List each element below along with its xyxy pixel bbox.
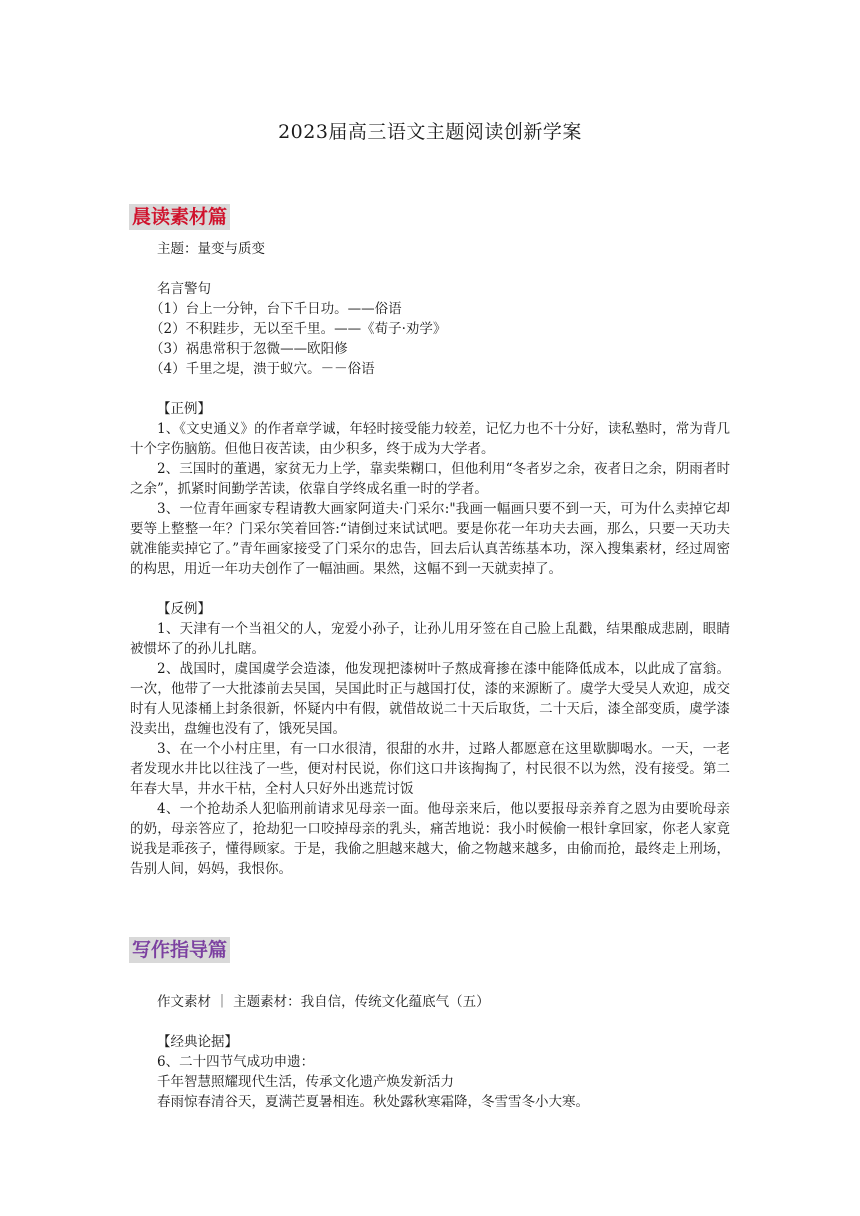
positive-examples-title: 【正例】 bbox=[157, 401, 211, 417]
argument-line: 6、二十四节气成功申遗： bbox=[157, 1054, 315, 1070]
example-paragraph: 2、三国时的董遇，家贫无力上学，靠卖柴糊口，但他利用“冬者岁之余，夜者日之余，阴雨者时之余”，抓紧时间勤学苦读，依靠自学终成名重一时的学者。 bbox=[130, 461, 730, 497]
example-paragraph: 4、一个抢劫杀人犯临刑前请求见母亲一面。他母亲来后，他以要报母亲养育之恩为由要吮母亲的奶，母亲答应了，抢劫犯一口咬掉母亲的乳头，痛苦地说：我小时候偷一根针拿回家，你老人家竟说我是乖孩子，懂得顾家。于是，我偷之胆越来越大，偷之物越来越多，由偷而抢，最终走上刑场，告别人间，妈妈，我恨你。 bbox=[130, 801, 730, 877]
quote-item: （1）台上一分钟，台下千日功。——俗语 bbox=[150, 301, 402, 317]
negative-examples bbox=[130, 619, 730, 879]
quotes-title: 名言警句 bbox=[157, 281, 211, 297]
positive-examples bbox=[130, 419, 730, 579]
theme-line: 主题：量变与质变 bbox=[157, 241, 265, 257]
example-paragraph: 3、在一个小村庄里，有一口水很清，很甜的水井，过路人都愿意在这里歇脚喝水。一天，一老者发现水井比以往浅了一些，便对村民说，你们这口井该掏掏了，村民很不以为然，没有接受。第二年春大旱，井水干枯，全村人只好外出逃荒讨饭 bbox=[130, 741, 730, 797]
argument-line: 春雨惊春清谷天，夏满芒夏暑相连。秋处露秋寒霜降，冬雪雪冬小大寒。 bbox=[157, 1094, 589, 1110]
example-paragraph: 1、《文史通义》的作者章学诚，年轻时接受能力较差，记忆力也不十分好，读私塾时，常为背几十个字伤脑筋。但他日夜苦读，由少积多，终于成为大学者。 bbox=[130, 421, 730, 457]
example-paragraph: 3、一位青年画家专程请教大画家阿道夫·门采尔:"我画一幅画只要不到一天，可为什么卖掉它却要等上整整一年？门采尔笑着回答:“请倒过来试试吧。要是你花一年功夫去画，那么，只要一天功夫就准能卖掉它了。”青年画家接受了门采尔的忠告，回去后认真苦练基本功，深入搜集素材，经过周密的构思，用近一年功夫创作了一幅油画。果然，这幅不到一天就卖掉了。 bbox=[130, 501, 730, 577]
morning-reading-section bbox=[130, 239, 730, 879]
quote-item: （2）不积跬步，无以至千里。——《荀子·劝学》 bbox=[150, 321, 447, 337]
example-paragraph: 1、天津有一个当祖父的人，宠爱小孙子，让孙儿用牙签在自己脸上乱戳，结果酿成悲剧，眼睛被惯坏了的孙儿扎瞎。 bbox=[130, 621, 730, 657]
quote-item: （3）祸患常积于忽微——欧阳修 bbox=[150, 341, 348, 357]
section-heading-morning: 晨读素材篇 bbox=[129, 204, 230, 230]
page-title: 2023届高三语文主题阅读创新学案 bbox=[278, 121, 582, 143]
section-heading-writing: 写作指导篇 bbox=[129, 937, 230, 963]
writing-guide-section bbox=[130, 992, 730, 1112]
argument-line: 千年智慧照耀现代生活，传承文化遗产焕发新活力 bbox=[157, 1074, 454, 1090]
quote-item: （4）千里之堤，溃于蚁穴。－－俗语 bbox=[150, 361, 375, 377]
writing-subtitle: 作文素材 ｜ 主题素材：我自信，传统文化蕴底气（五） bbox=[157, 994, 490, 1010]
example-paragraph: 2、战国时，虞国虞学会造漆，他发现把漆树叶子熬成膏掺在漆中能降低成本，以此成了富翁。一次，他带了一大批漆前去吴国，吴国此时正与越国打仗，漆的来源断了。虞学大受吴人欢迎，成交时有人见漆桶上封条很新，怀疑内中有假，就借故说二十天后取货，二十天后，漆全部变质，虞学漆没卖出，盘缠也没有了，饿死吴国。 bbox=[130, 661, 730, 737]
negative-examples-title: 【反例】 bbox=[157, 601, 211, 617]
classic-arguments-title: 【经典论据】 bbox=[157, 1034, 238, 1050]
